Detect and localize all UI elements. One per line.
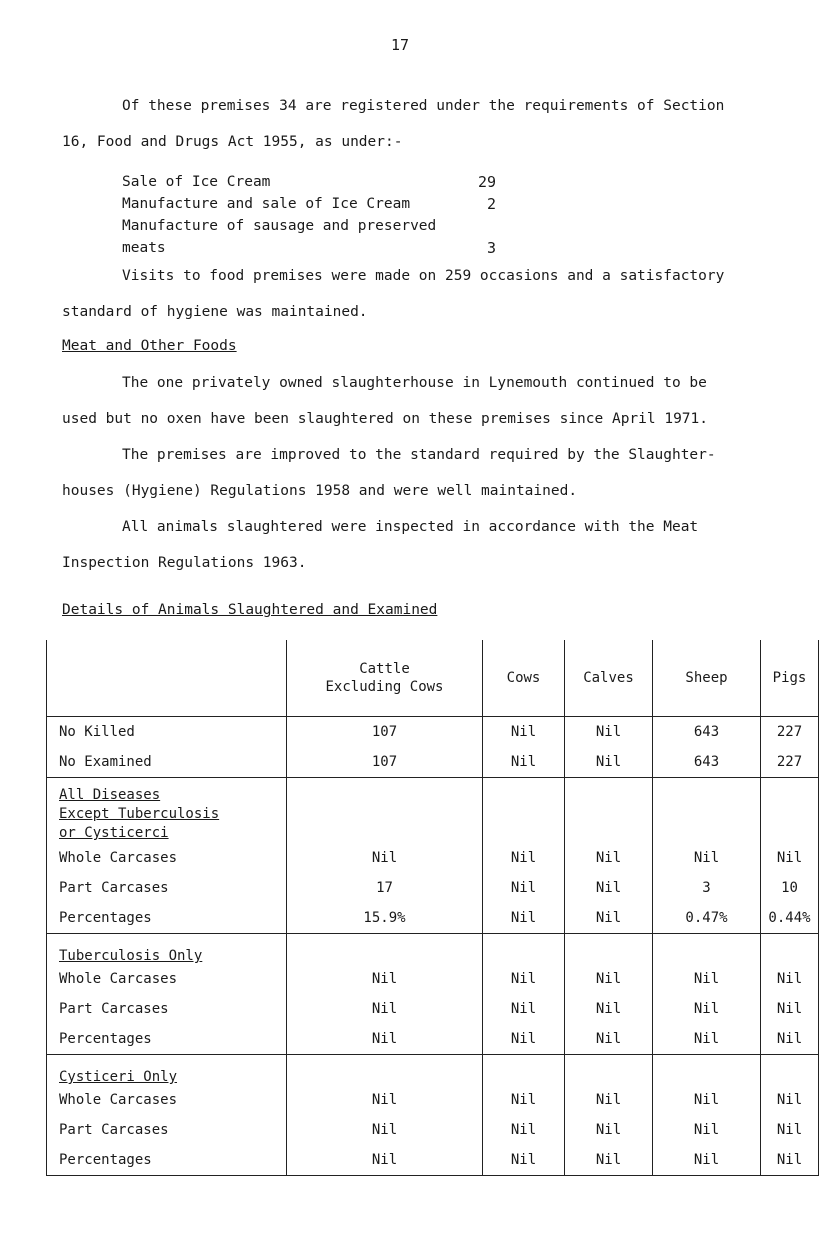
table-cell: Nil: [483, 717, 565, 748]
table-cell: Nil: [565, 1024, 653, 1055]
table-cell: Nil: [483, 1024, 565, 1055]
table-cell: [565, 1055, 653, 1086]
table-cell: Nil: [565, 747, 653, 778]
table-row: [47, 994, 819, 1024]
table-cell: [287, 778, 483, 806]
visits-paragraph: [62, 258, 762, 330]
table-cell: Cysticeri Only: [47, 1055, 287, 1086]
header-calves: Calves: [565, 640, 653, 717]
table-cell: Nil: [565, 873, 653, 903]
table-cell: 107: [287, 717, 483, 748]
intro-line-1: Of these premises 34 are registered under the requirements of Section: [122, 98, 725, 114]
table-cell: 17: [287, 873, 483, 903]
table-cell: Nil: [565, 903, 653, 934]
table-cell: [287, 1055, 483, 1086]
header-cattle: Cattle Excluding Cows: [287, 640, 483, 717]
table-cell: Whole Carcases: [47, 964, 287, 994]
table-cell: Part Carcases: [47, 873, 287, 903]
table-cell: No Examined: [47, 747, 287, 778]
table-cell: Nil: [565, 1085, 653, 1115]
table-cell: [761, 824, 819, 843]
table-cell: Nil: [565, 1115, 653, 1145]
intro-line-2: 16, Food and Drugs Act 1955, as under:-: [62, 134, 403, 150]
table-cell: Whole Carcases: [47, 843, 287, 873]
table-row: [47, 1024, 819, 1055]
table-row: [47, 1115, 819, 1145]
table-cell: Nil: [565, 964, 653, 994]
list-item: meats 3: [122, 239, 496, 257]
header-blank: [47, 640, 287, 717]
table-cell: All Diseases: [47, 778, 287, 806]
table-cell: Nil: [565, 1145, 653, 1176]
table-cell: [565, 805, 653, 824]
table-cell: Nil: [483, 1145, 565, 1176]
table-cell: Nil: [653, 1024, 761, 1055]
visits-line-2: standard of hygiene was maintained.: [62, 304, 368, 320]
table-cell: 0.47%: [653, 903, 761, 934]
table-cell: [483, 778, 565, 806]
table-row: [47, 717, 819, 748]
text-line: houses (Hygiene) Regulations 1958 and were well maintained.: [62, 483, 578, 499]
table-header-row: [47, 640, 819, 717]
section-title-row: [47, 805, 819, 824]
table-cell: Nil: [653, 994, 761, 1024]
table-cell: [565, 778, 653, 806]
table-cell: Nil: [483, 843, 565, 873]
table-cell: 0.44%: [761, 903, 819, 934]
section-title-row: [47, 934, 819, 965]
table-cell: [287, 934, 483, 965]
table-cell: Nil: [565, 717, 653, 748]
table-cell: Nil: [483, 964, 565, 994]
table-cell: Nil: [483, 1115, 565, 1145]
text-line: The one privately owned slaughterhouse in Lynemouth continued to be: [122, 375, 707, 391]
table-cell: Nil: [287, 994, 483, 1024]
text-line: Inspection Regulations 1963.: [62, 555, 307, 571]
text-line: The premises are improved to the standard required by the Slaughter-: [122, 447, 716, 463]
table-cell: Nil: [287, 1085, 483, 1115]
table-cell: [483, 1055, 565, 1086]
table-row: [47, 964, 819, 994]
table-cell: [287, 824, 483, 843]
table-cell: Nil: [653, 964, 761, 994]
table-cell: [287, 805, 483, 824]
table-cell: Nil: [287, 1145, 483, 1176]
table-cell: Nil: [761, 1085, 819, 1115]
table-cell: 227: [761, 747, 819, 778]
table-cell: Nil: [653, 1115, 761, 1145]
table-cell: Nil: [761, 1145, 819, 1176]
table-row: [47, 903, 819, 934]
table-cell: Nil: [761, 1024, 819, 1055]
table-cell: [483, 934, 565, 965]
section-title-row: [47, 1055, 819, 1086]
list-item: Manufacture and sale of Ice Cream 2: [122, 195, 496, 213]
table-cell: [653, 824, 761, 843]
list-item: Manufacture of sausage and preserved: [122, 218, 437, 234]
table-cell: Tuberculosis Only: [47, 934, 287, 965]
table-row: [47, 873, 819, 903]
table-cell: [761, 805, 819, 824]
table-cell: 15.9%: [287, 903, 483, 934]
table-cell: 107: [287, 747, 483, 778]
table-cell: Percentages: [47, 903, 287, 934]
table-cell: Nil: [761, 964, 819, 994]
table-cell: [483, 805, 565, 824]
list-item: Sale of Ice Cream 29: [122, 173, 496, 191]
table-cell: Nil: [287, 1024, 483, 1055]
header-sheep: Sheep: [653, 640, 761, 717]
table-cell: Nil: [565, 843, 653, 873]
table-cell: [565, 934, 653, 965]
table-cell: [653, 778, 761, 806]
section-title-row: [47, 778, 819, 806]
table-cell: [653, 1055, 761, 1086]
intro-paragraph: [62, 88, 762, 160]
table-cell: [761, 1055, 819, 1086]
table-cell: Nil: [565, 994, 653, 1024]
table-cell: Nil: [653, 843, 761, 873]
table-cell: 10: [761, 873, 819, 903]
table-cell: Nil: [761, 994, 819, 1024]
table-cell: Percentages: [47, 1024, 287, 1055]
slaughter-paragraph: [62, 365, 762, 581]
table-row: [47, 1145, 819, 1176]
header-cows: Cows: [483, 640, 565, 717]
registered-premises-list: [122, 171, 502, 259]
table-cell: [483, 824, 565, 843]
table-cell: [653, 805, 761, 824]
table-cell: Part Carcases: [47, 1115, 287, 1145]
table-row: [47, 747, 819, 778]
table-cell: Nil: [483, 747, 565, 778]
table-cell: Nil: [287, 843, 483, 873]
table-row: [47, 843, 819, 873]
table-cell: [761, 934, 819, 965]
table-cell: 3: [653, 873, 761, 903]
details-heading: Details of Animals Slaughtered and Examined: [62, 602, 438, 618]
table-cell: 643: [653, 747, 761, 778]
table-cell: Nil: [761, 843, 819, 873]
table-cell: Nil: [653, 1145, 761, 1176]
header-pigs: Pigs: [761, 640, 819, 717]
section-title-row: [47, 824, 819, 843]
table-cell: 643: [653, 717, 761, 748]
table-cell: Except Tuberculosis: [47, 805, 287, 824]
table-cell: Whole Carcases: [47, 1085, 287, 1115]
table-cell: Nil: [483, 903, 565, 934]
table-cell: [761, 778, 819, 806]
table-row: [47, 1085, 819, 1115]
table-cell: Nil: [761, 1115, 819, 1145]
table-cell: No Killed: [47, 717, 287, 748]
animals-table: [46, 640, 819, 1176]
table-cell: [565, 824, 653, 843]
meat-heading: Meat and Other Foods: [62, 338, 237, 354]
table-cell: Part Carcases: [47, 994, 287, 1024]
table-cell: Nil: [483, 1085, 565, 1115]
text-line: used but no oxen have been slaughtered on these premises since April 1971.: [62, 411, 709, 427]
table-cell: Nil: [287, 964, 483, 994]
table-cell: or Cysticerci: [47, 824, 287, 843]
table-cell: Nil: [287, 1115, 483, 1145]
table-cell: Nil: [483, 994, 565, 1024]
table-cell: Nil: [483, 873, 565, 903]
text-line: All animals slaughtered were inspected in accordance with the Meat: [122, 519, 699, 535]
table-cell: Nil: [653, 1085, 761, 1115]
table-cell: [653, 934, 761, 965]
table-cell: Percentages: [47, 1145, 287, 1176]
page-number: 17: [390, 36, 410, 54]
visits-line-1: Visits to food premises were made on 259 occasions and a satisfactory: [122, 268, 725, 284]
table-cell: 227: [761, 717, 819, 748]
